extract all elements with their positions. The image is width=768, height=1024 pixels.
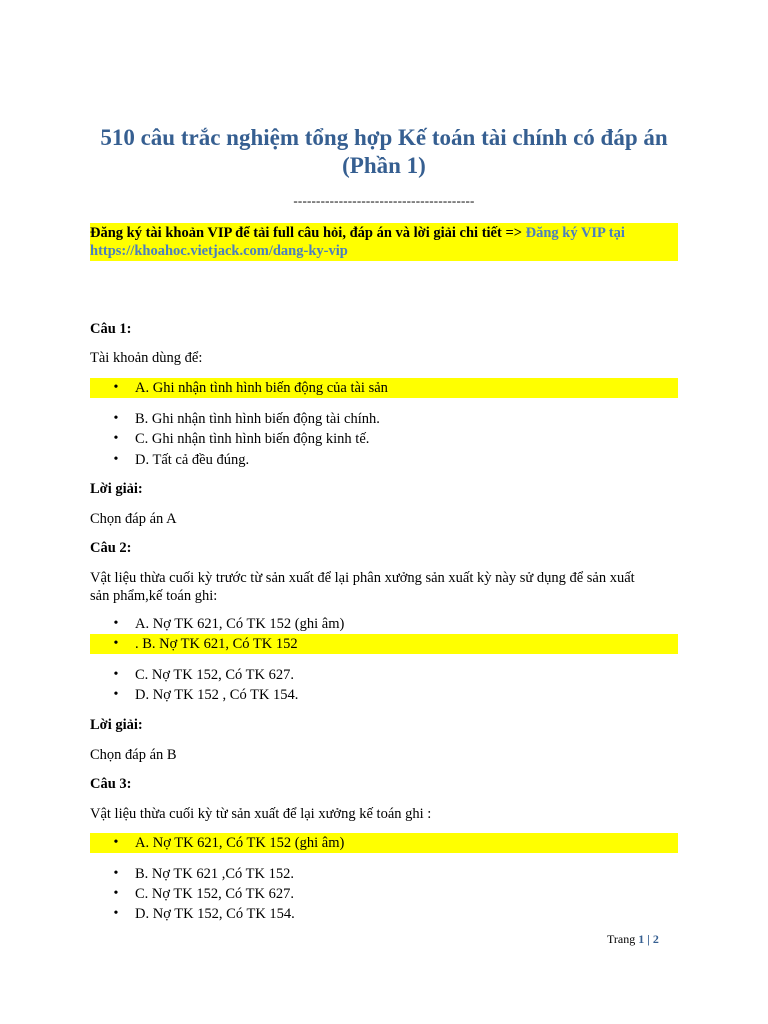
question-2-label: Câu 2: [90,540,132,556]
list-item: • A. Nợ TK 621, Có TK 152 (ghi âm) [90,833,678,853]
list-item: • B. Ghi nhận tình hình biến động tài chính. [90,409,678,429]
page-footer [607,932,659,946]
list-item: • D. Nợ TK 152 , Có TK 154. [90,685,678,705]
bullet-icon: • [113,886,119,901]
list-item: • B. Nợ TK 621 ,Có TK 152. [90,864,678,884]
current-page-number: 1 [638,932,645,946]
bullet-icon: • [113,667,119,682]
divider-line: ---------------------------------------- [293,193,475,208]
vip-link-label[interactable]: Đăng ký VIP tại [525,225,625,241]
bullet-icon: • [113,452,119,467]
bullet-icon: • [113,380,119,395]
question-1-solution: Chọn đáp án A [90,511,177,527]
title-line-1: 510 câu trắc nghiệm tổng hợp Kế toán tài chính có đáp án [100,125,668,150]
question-1-text: Tài khoản dùng để: [90,350,203,366]
total-page-number: 2 [652,932,659,946]
page-separator: | [644,932,653,946]
list-item: • C. Nợ TK 152, Có TK 627. [90,884,678,904]
bullet-icon: • [113,866,119,881]
question-2-solution: Chọn đáp án B [90,747,177,763]
question-2-solution-label: Lời giải: [90,717,143,733]
vip-link-url[interactable]: https://khoahoc.vietjack.com/dang-ky-vip [90,243,348,259]
list-item: • D. Nợ TK 152, Có TK 154. [90,904,678,924]
list-item: • C. Nợ TK 152, Có TK 627. [90,665,678,685]
bullet-icon: • [113,411,119,426]
vip-banner [90,223,678,261]
bullet-icon: • [113,835,119,850]
vip-text: Đăng ký tài khoản VIP để tải full câu hỏi, đáp án và lời giải chi tiết => [90,225,526,241]
bullet-icon: • [113,906,119,921]
bullet-icon: • [113,636,119,651]
list-item: • D. Tất cả đều đúng. [90,450,678,470]
bullet-icon: • [113,616,119,631]
document-title [90,124,678,180]
list-item: • . B. Nợ TK 621, Có TK 152 [90,634,678,654]
list-item: • A. Ghi nhận tình hình biến động của tài sản [90,378,678,398]
question-1-solution-label: Lời giải: [90,481,143,497]
footer-label: Trang [607,932,639,946]
question-3-text: Vật liệu thừa cuối kỳ từ sản xuất để lại xưởng kế toán ghi : [90,806,432,822]
bullet-icon: • [113,687,119,702]
list-item: • C. Ghi nhận tình hình biến động kinh tế. [90,429,678,449]
question-2-text: Vật liệu thừa cuối kỳ trước từ sản xuất để lại phân xưởng sản xuất kỳ này sử dụng để sản xuất sản phẩm,kế toán ghi: [90,570,635,604]
question-1-label: Câu 1: [90,321,132,337]
list-item: • A. Nợ TK 621, Có TK 152 (ghi âm) [90,614,678,634]
bullet-icon: • [113,431,119,446]
title-line-2: (Phần 1) [342,153,426,178]
question-3-label: Câu 3: [90,776,132,792]
